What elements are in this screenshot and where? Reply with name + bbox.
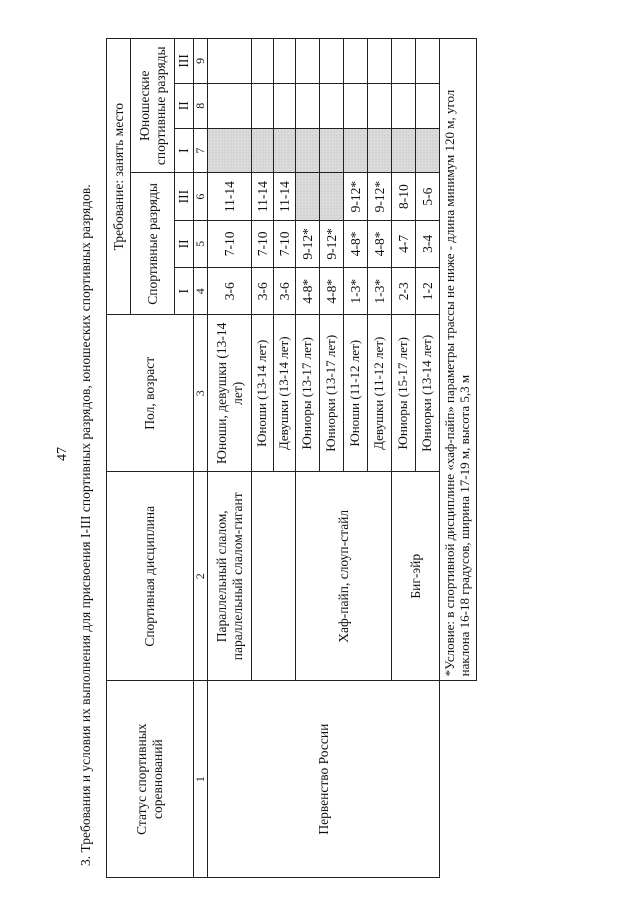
discipline-cell: Биг-эйр <box>392 472 440 681</box>
rank-i-cell: 4-8* <box>320 268 344 315</box>
youth-rank-i-cell <box>368 128 392 173</box>
table-row <box>208 39 252 878</box>
header-discipline: Спортивная дисциплина <box>107 472 194 681</box>
rank-iii-cell <box>296 173 320 220</box>
column-number: 1 <box>193 681 208 878</box>
youth-rank-iii-cell <box>296 39 320 84</box>
rank-ii-cell: 4-8* <box>344 220 368 267</box>
discipline-cell-empty <box>252 472 296 681</box>
rank-ii-cell: 9-12* <box>320 220 344 267</box>
requirements-table <box>106 38 477 878</box>
rank-i-cell: 4-8* <box>296 268 320 315</box>
status-cell: Первенство России <box>208 681 440 878</box>
rank-iii-cell: 9-12* <box>368 173 392 220</box>
column-number: 7 <box>193 128 208 173</box>
youth-rank-ii-cell <box>320 83 344 128</box>
youth-rank-ii-cell <box>296 83 320 128</box>
youth-rank-i-cell <box>208 128 252 173</box>
column-number: 3 <box>193 315 208 472</box>
rank-i-cell: 1-2 <box>416 268 440 315</box>
discipline-cell: Хаф-пайп, слоуп-стайл <box>296 472 392 681</box>
rank-i-cell: 1-3* <box>344 268 368 315</box>
youth-rank-ii-cell <box>344 83 368 128</box>
header-sport-ranks: Спортивные разряды <box>131 173 175 315</box>
column-number: 4 <box>193 268 208 315</box>
youth-rank-ii-cell <box>208 83 252 128</box>
rank-ii-cell: 4-8* <box>368 220 392 267</box>
group-cell: Юниорки (13-14 лет) <box>416 315 440 472</box>
rank-iii-cell: 11-14 <box>208 173 252 220</box>
header-youth-rank-iii: III <box>175 39 194 84</box>
column-number: 8 <box>193 83 208 128</box>
header-status: Статус спортивных соревнований <box>107 681 194 878</box>
youth-rank-i-cell <box>296 128 320 173</box>
youth-rank-ii-cell <box>368 83 392 128</box>
rank-ii-cell: 7-10 <box>252 220 274 267</box>
header-youth-ranks: Юношеские спортивные разряды <box>131 39 175 173</box>
rank-ii-cell: 7-10 <box>274 220 296 267</box>
youth-rank-i-cell <box>416 128 440 173</box>
group-cell: Юниоры (13-17 лет) <box>296 315 320 472</box>
header-youth-rank-ii: II <box>175 83 194 128</box>
group-cell: Девушки (13-14 лет) <box>274 315 296 472</box>
column-number: 6 <box>193 173 208 220</box>
youth-rank-iii-cell <box>252 39 274 84</box>
youth-rank-iii-cell <box>274 39 296 84</box>
youth-rank-i-cell <box>392 128 416 173</box>
rank-iii-cell: 11-14 <box>252 173 274 220</box>
column-number: 5 <box>193 220 208 267</box>
youth-rank-iii-cell <box>368 39 392 84</box>
rank-i-cell: 3-6 <box>274 268 296 315</box>
youth-rank-iii-cell <box>320 39 344 84</box>
column-number: 9 <box>193 39 208 84</box>
rank-ii-cell: 4-7 <box>392 220 416 267</box>
youth-rank-i-cell <box>252 128 274 173</box>
youth-rank-i-cell <box>320 128 344 173</box>
rank-i-cell: 3-6 <box>208 268 252 315</box>
youth-rank-iii-cell <box>416 39 440 84</box>
column-number: 2 <box>193 472 208 681</box>
rank-i-cell: 1-3* <box>368 268 392 315</box>
discipline-cell: Параллельный слалом, параллельный слалом-гигант <box>208 472 252 681</box>
rank-iii-cell: 11-14 <box>274 173 296 220</box>
youth-rank-iii-cell <box>208 39 252 84</box>
group-cell: Юниоры (15-17 лет) <box>392 315 416 472</box>
youth-rank-i-cell <box>344 128 368 173</box>
youth-rank-ii-cell <box>252 83 274 128</box>
footnote: *Условие: в спортивной дисциплине «хаф-пайп» параметры трассы не ниже - длина минимум 120 м, угол наклона 16-18 градусов, ширина 17-19 м, высота 5,3 м <box>440 39 477 681</box>
requirements-table-container <box>106 38 473 878</box>
header-gender-age: Пол, возраст <box>107 315 194 472</box>
rank-ii-cell: 9-12* <box>296 220 320 267</box>
header-requirement: Требование: занять место <box>107 39 131 315</box>
header-sport-rank-iii: III <box>175 173 194 220</box>
rank-i-cell: 3-6 <box>252 268 274 315</box>
youth-rank-iii-cell <box>392 39 416 84</box>
page-number: 47 <box>55 447 70 461</box>
group-cell: Юноши (13-14 лет) <box>252 315 274 472</box>
group-cell: Девушки (11-12 лет) <box>368 315 392 472</box>
youth-rank-ii-cell <box>274 83 296 128</box>
group-cell: Юниорки (13-17 лет) <box>320 315 344 472</box>
rank-ii-cell: 7-10 <box>208 220 252 267</box>
rank-ii-cell: 3-4 <box>416 220 440 267</box>
footnote-row <box>440 39 477 878</box>
youth-rank-i-cell <box>274 128 296 173</box>
youth-rank-iii-cell <box>344 39 368 84</box>
rank-iii-cell: 9-12* <box>344 173 368 220</box>
rank-iii-cell <box>320 173 344 220</box>
youth-rank-ii-cell <box>392 83 416 128</box>
youth-rank-ii-cell <box>416 83 440 128</box>
group-cell: Юноши, девушки (13-14 лет) <box>208 315 252 472</box>
group-cell: Юноши (11-12 лет) <box>344 315 368 472</box>
header-youth-rank-i: I <box>175 128 194 173</box>
header-sport-rank-ii: II <box>175 220 194 267</box>
rank-i-cell: 2-3 <box>392 268 416 315</box>
table-caption: 3. Требования и условия их выполнения для присвоения I-III спортивных разрядов, юношеских спортивных разрядов. <box>78 184 93 866</box>
rank-iii-cell: 5-6 <box>416 173 440 220</box>
rank-iii-cell: 8-10 <box>392 173 416 220</box>
header-sport-rank-i: I <box>175 268 194 315</box>
